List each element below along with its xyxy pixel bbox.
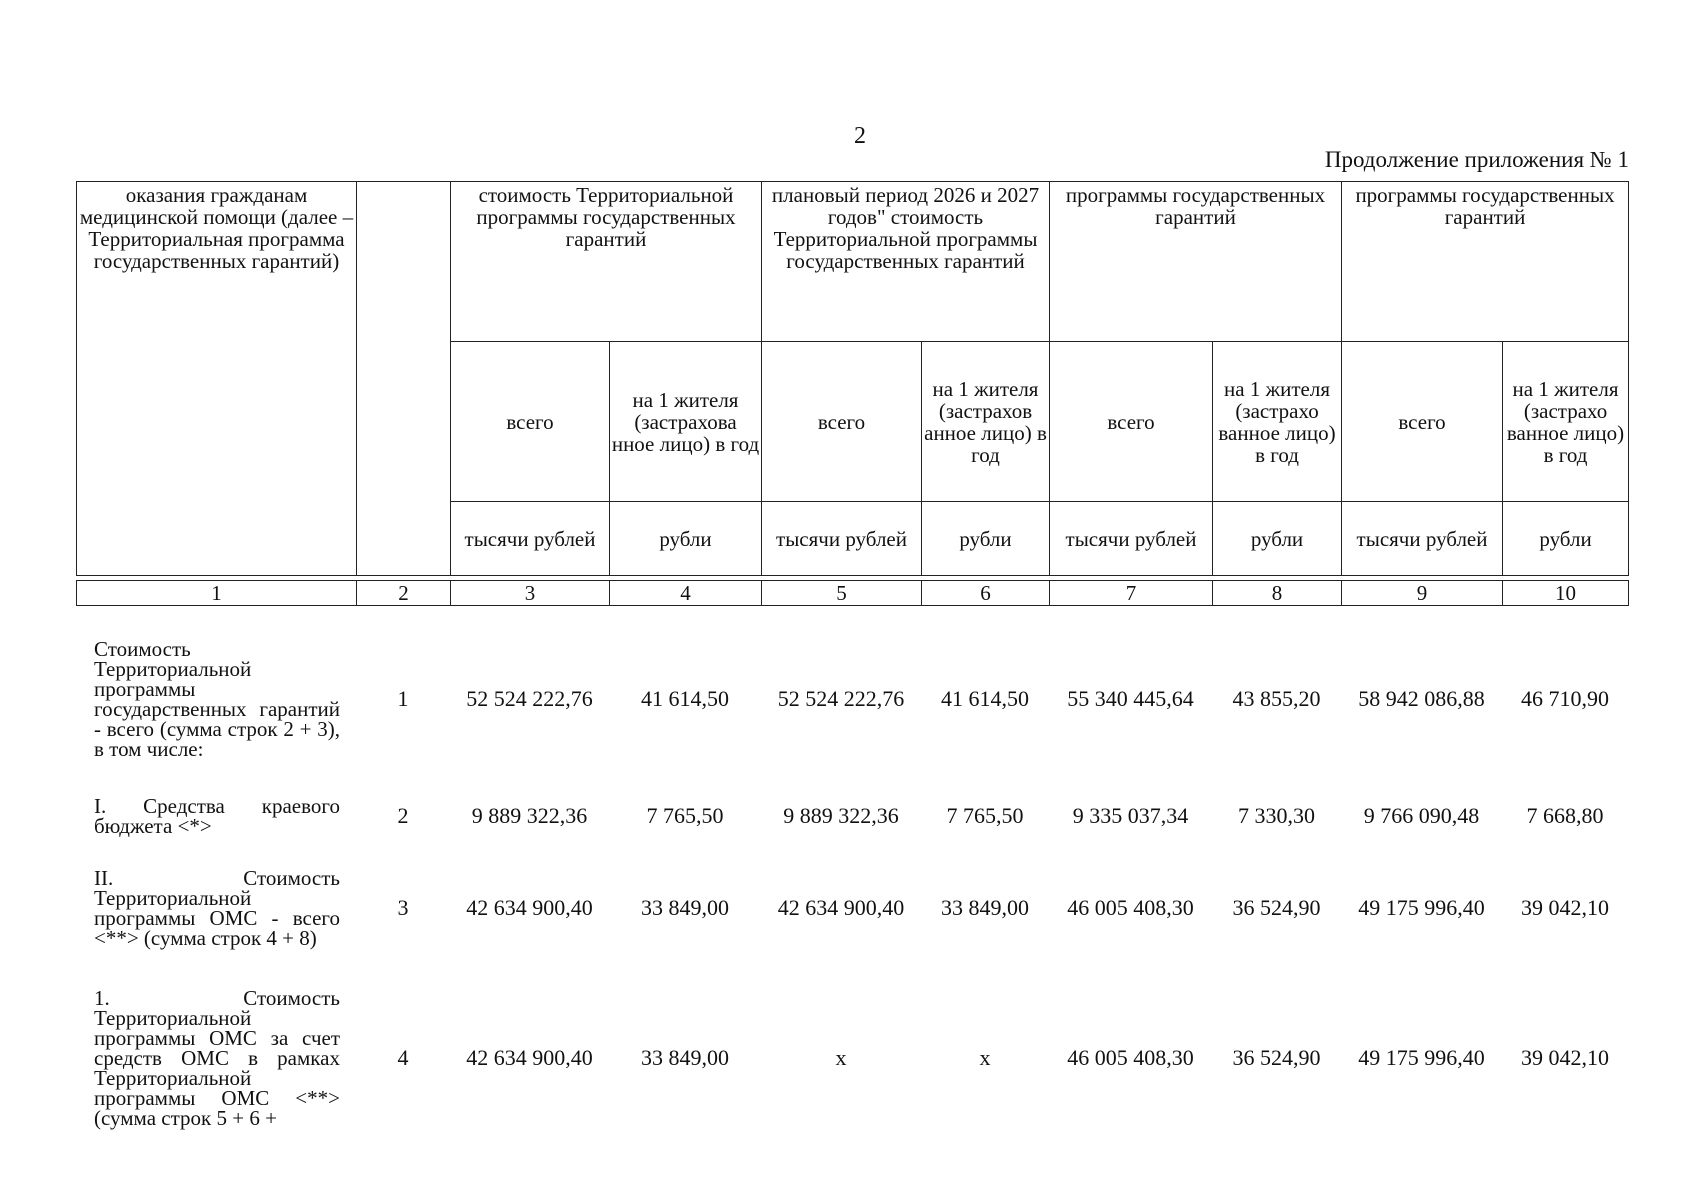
header-total: всего <box>1342 342 1503 502</box>
continuation-note: Продолжение приложения № 1 <box>1324 147 1629 172</box>
row-label: II. Стоимость Территориальной программы ОМС - всего <**> (сумма строк 4 + 8) <box>94 866 340 950</box>
cell-value: 36 524,90 <box>1232 1045 1321 1070</box>
cell-value: 9 335 037,34 <box>1072 803 1189 828</box>
header-col1: оказания гражданам медицинской помощи (далее – Территориальная программа государственных гарантий) <box>77 182 357 576</box>
table-row <box>76 784 1628 848</box>
cell-value: 7 668,80 <box>1526 803 1604 828</box>
row-label: 1. Стоимость Территориальной программы ОМС за счет средств ОМС в рамках Территориальной программы ОМС <**> (сумма строк 5 + 6 + <box>94 986 340 1130</box>
header-unit: рубли <box>922 502 1050 576</box>
cell-value: 7 765,50 <box>946 803 1024 828</box>
header-total: всего <box>762 342 922 502</box>
header-per-capita: на 1 жителя (застрахова нное лицо) в год <box>610 342 762 502</box>
column-numbers-row <box>76 580 1629 606</box>
header-unit: рубли <box>1213 502 1342 576</box>
cell-value: 33 849,00 <box>641 1045 729 1070</box>
row-line-number: 4 <box>397 1045 409 1070</box>
table-row <box>76 614 1628 784</box>
header-col2 <box>357 182 451 576</box>
cell-value: 46 005 408,30 <box>1067 1045 1194 1070</box>
cell-value: 52 524 222,76 <box>777 686 905 711</box>
cell-value: 43 855,20 <box>1232 686 1321 711</box>
column-number: 9 <box>1342 581 1503 606</box>
cell-value: 33 849,00 <box>641 895 729 920</box>
table-row <box>76 968 1628 1148</box>
header-unit: рубли <box>610 502 762 576</box>
header-group-2: плановый период 2026 и 2027 годов" стоимость Территориальной программы государственных гарантий <box>762 182 1050 342</box>
cell-value: 42 634 900,40 <box>466 895 593 920</box>
column-number: 7 <box>1050 581 1213 606</box>
cell-value: 49 175 996,40 <box>1358 895 1485 920</box>
table-header <box>76 181 1629 576</box>
cell-value: 52 524 222,76 <box>466 686 593 711</box>
cell-value: 39 042,10 <box>1521 895 1609 920</box>
column-number: 2 <box>357 581 451 606</box>
cell-value: х <box>835 1045 847 1070</box>
cell-value: 42 634 900,40 <box>466 1045 593 1070</box>
cell-value: 9 766 090,48 <box>1363 803 1480 828</box>
table-row <box>76 848 1628 968</box>
cell-value: 46 710,90 <box>1521 686 1609 711</box>
cell-value: 41 614,50 <box>941 686 1029 711</box>
header-group-4: программы государственных гарантий <box>1342 182 1629 342</box>
row-label: I. Средства краевого бюджета <*> <box>94 794 340 838</box>
column-number: 10 <box>1503 581 1629 606</box>
cell-value: 7 765,50 <box>646 803 724 828</box>
header-group-3: программы государственных гарантий <box>1050 182 1342 342</box>
cell-value: 9 889 322,36 <box>783 803 899 828</box>
cell-value: 36 524,90 <box>1232 895 1321 920</box>
cell-value: 42 634 900,40 <box>777 895 905 920</box>
column-number: 8 <box>1213 581 1342 606</box>
table-body <box>76 614 1628 1148</box>
column-number: 4 <box>610 581 762 606</box>
header-unit: тысячи рублей <box>762 502 922 576</box>
row-line-number: 1 <box>397 686 409 711</box>
header-group-1: стоимость Территориальной программы государственных гарантий <box>451 182 762 342</box>
cell-value: 49 175 996,40 <box>1358 1045 1485 1070</box>
header-unit: рубли <box>1503 502 1629 576</box>
row-line-number: 2 <box>397 803 409 828</box>
row-line-number: 3 <box>397 895 409 920</box>
cell-value: 33 849,00 <box>941 895 1029 920</box>
header-per-capita: на 1 жителя (застрахов анное лицо) в год <box>922 342 1050 502</box>
cell-value: 9 889 322,36 <box>471 803 588 828</box>
header-unit: тысячи рублей <box>451 502 610 576</box>
header-total: всего <box>451 342 610 502</box>
column-number: 5 <box>762 581 922 606</box>
header-unit: тысячи рублей <box>1050 502 1213 576</box>
header-total: всего <box>1050 342 1213 502</box>
column-number: 1 <box>77 581 357 606</box>
row-label: Стоимость Территориальной программы государственных гарантий - всего (сумма строк 2 + 3), в том числе: <box>94 637 340 761</box>
page-number: 2 <box>854 123 866 149</box>
cell-value: 46 005 408,30 <box>1067 895 1194 920</box>
header-per-capita: на 1 жителя (застрахо ванное лицо) в год <box>1503 342 1629 502</box>
cell-value: 55 340 445,64 <box>1067 686 1194 711</box>
header-per-capita: на 1 жителя (застрахо ванное лицо) в год <box>1213 342 1342 502</box>
cell-value: 41 614,50 <box>641 686 729 711</box>
header-unit: тысячи рублей <box>1342 502 1503 576</box>
column-number: 3 <box>451 581 610 606</box>
cell-value: 7 330,30 <box>1238 803 1315 828</box>
column-number: 6 <box>922 581 1050 606</box>
cell-value: 39 042,10 <box>1521 1045 1609 1070</box>
cell-value: х <box>979 1045 991 1070</box>
cell-value: 58 942 086,88 <box>1358 686 1485 711</box>
